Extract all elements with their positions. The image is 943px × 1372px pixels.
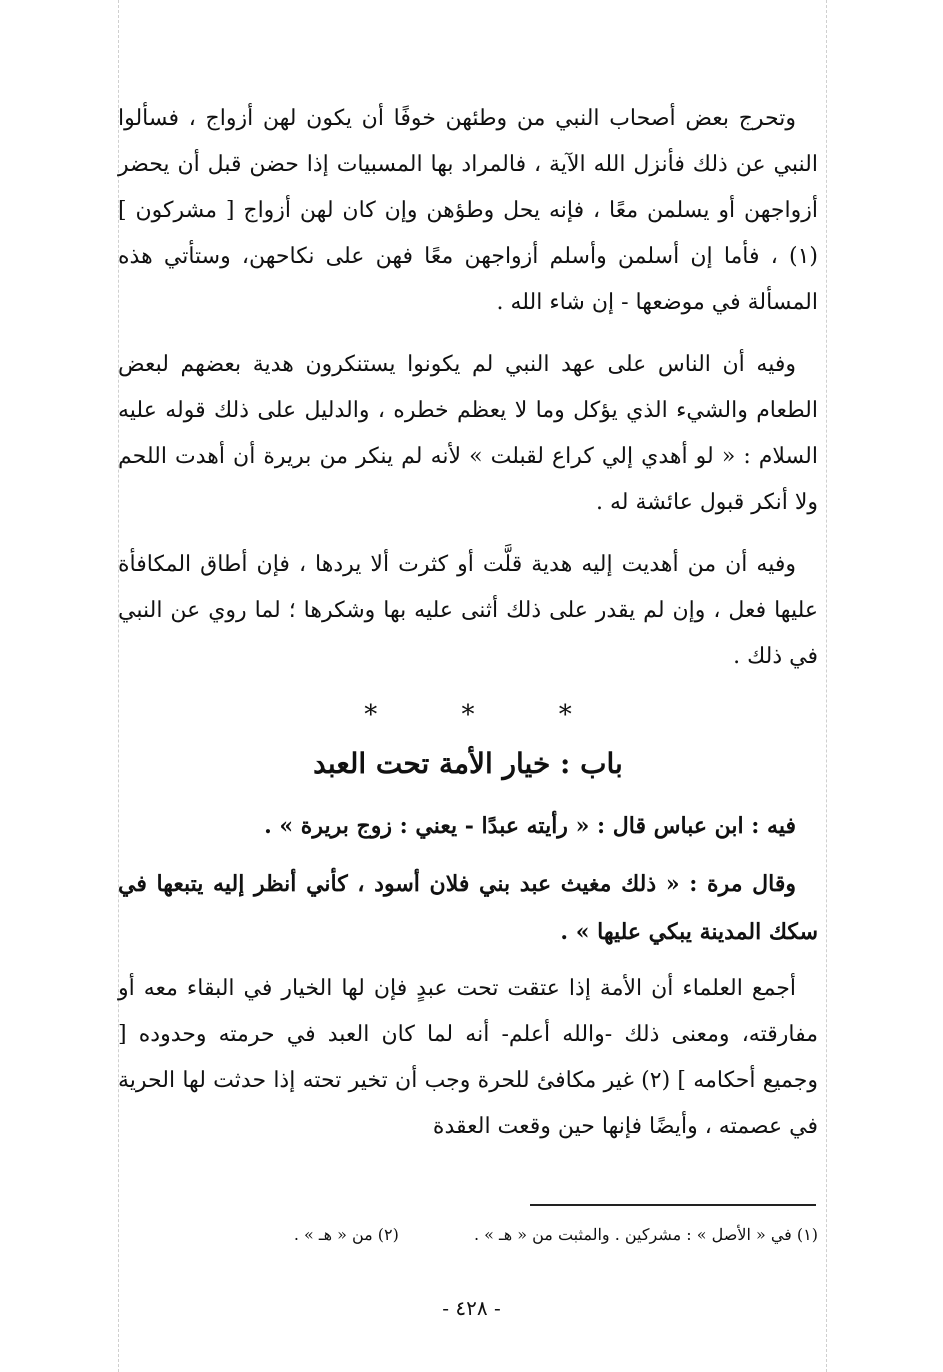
paragraph-captives: وتحرج بعض أصحاب النبي من وطئهن خوفًا أن يكون لهن أزواج ، فسألوا النبي عن ذلك فأنزل الله الآية ، فالمراد بها المسبيات إذا حضن قبل أن يحضر أزواجهن أو يسلمن معًا ، فإنه يحل وطؤهن وإن كان لهن أزواج [ مشركون ] (١) ، فأما إن أسلمن وأسلم أزواجهن معًا فهن على نكاحهن، وستأتي هذه المسألة في موضعها - إن شاء الله .: [118, 106, 818, 315]
main-text: [118, 96, 818, 1166]
paragraph-consensus: أجمع العلماء أن الأمة إذا عتقت تحت عبدٍ فإن لها الخيار في البقاء معه أو مفارقته، ومعنى ذلك -والله أعلم- أنه لما كان العبد في حرمته وحدوده [ وجميع أحكامه ] (٢) غير مكافئ للحرة وجب أن تخير تحته إذا حدثت لها الحرية في عصمته ، وأيضًا فإنها حين وقعت العقدة: [118, 976, 818, 1139]
paragraph-gift-return: وفيه أن من أهديت إليه هدية قلَّت أو كثرت ألا يردها ، فإن أطاق المكافأة عليها فعل ، وإن لم يقدر على ذلك أثنى عليه بها وشكرها ؛ لما روي عن النبي في ذلك .: [118, 552, 818, 669]
footnote-2: (٢) من « هـ » .: [293, 1225, 399, 1244]
paragraph-gifts-food: وفيه أن الناس على عهد النبي لم يكونوا يستنكرون هدية بعضهم لبعض الطعام والشيء الذي يؤكل وما لا يعظم خطره ، والدليل على ذلك قوله عليه السلام : « لو أهدي إلي كراع لقبلت » لأنه لم ينكر من بريرة أن أهدت اللحم ولا أنكر قبول عائشة له .: [118, 352, 818, 515]
page-number: - ٤٢٨ -: [442, 1296, 501, 1320]
separator-star: *: [461, 700, 475, 730]
footnote-divider: [530, 1204, 816, 1206]
separator-star: *: [364, 700, 378, 730]
footnote-1: (١) في « الأصل » : مشركين . والمثبت من « هـ » .: [473, 1225, 818, 1244]
chapter-title: باب : خيار الأمة تحت العبد: [313, 747, 623, 780]
hadith-mughith: وقال مرة : « ذلك مغيث عبد بني فلان أسود ، كأني أنظر إليه يتبعها في سكك المدينة يبكي عليها » .: [118, 871, 818, 945]
section-separator: [118, 700, 818, 730]
footnotes: [118, 1222, 818, 1248]
hadith-ibn-abbas: فيه : ابن عباس قال : « رأيته عبدًا - يعني : زوج بريرة » .: [264, 813, 796, 839]
separator-star: *: [558, 700, 572, 730]
right-margin-guide: [826, 0, 827, 1372]
